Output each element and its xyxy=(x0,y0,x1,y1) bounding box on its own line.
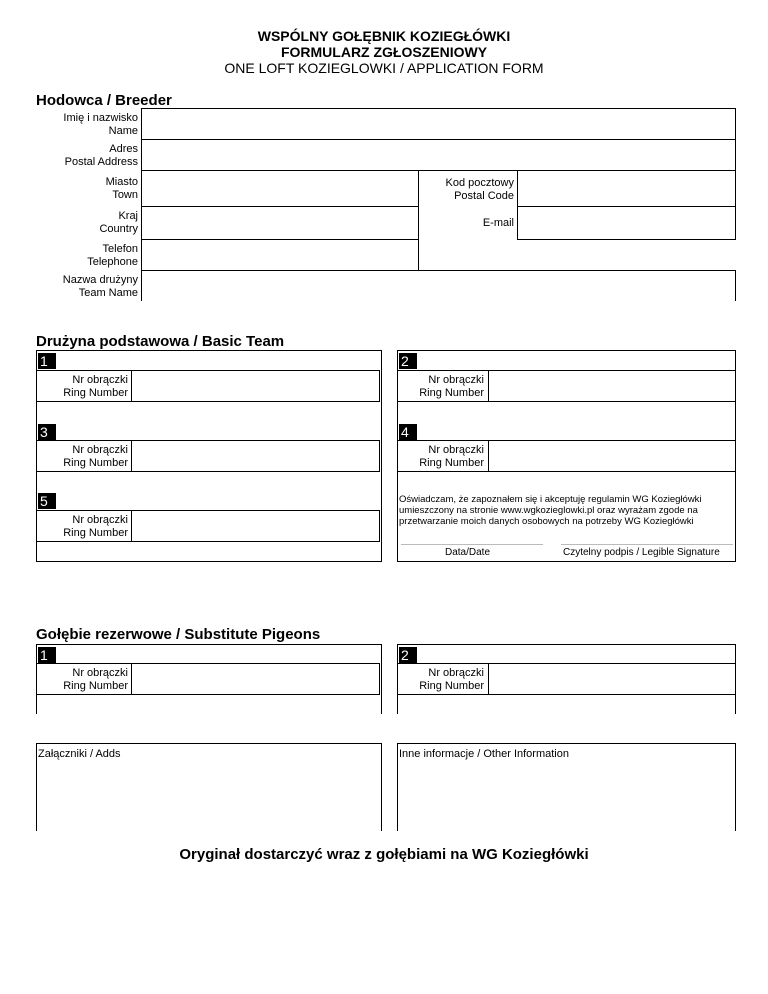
field-divider xyxy=(131,370,132,402)
name-label: Imię i nazwisko Name xyxy=(63,112,138,137)
ring-number-field[interactable] xyxy=(397,440,736,472)
attachments-label: Załączniki / Adds xyxy=(38,748,121,760)
other-info-label: Inne informacje / Other Information xyxy=(399,748,569,760)
declaration-text: Oświadczam, że zapoznałem się i akceptuję regulamin WG Koziegłówki umieszczony na stronie www.wgkozieglowki.pl oraz wyrażam zgode na przetwarzanie moich danych osobowych na potrzeby WG Koziegłówki xyxy=(399,494,702,527)
country-label: Kraj Country xyxy=(99,210,138,235)
basic-team-heading: Drużyna podstawowa / Basic Team xyxy=(36,333,285,350)
substitute-heading: Gołębie rezerwowe / Substitute Pigeons xyxy=(36,626,321,643)
field-divider xyxy=(488,663,489,695)
postal-code-label: Kod pocztowy Postal Code xyxy=(445,177,514,202)
email-label: E-mail xyxy=(482,217,514,229)
date-line xyxy=(401,544,543,545)
town-label: Miasto Town xyxy=(105,176,138,201)
ring-number-label: Nr obrączki Ring Number xyxy=(63,374,128,399)
ring-number-field[interactable] xyxy=(36,370,380,402)
ring-number-field[interactable] xyxy=(36,510,380,542)
substitute-ring-number-field[interactable] xyxy=(36,663,380,695)
field-divider xyxy=(131,440,132,472)
ring-number-label: Nr obrączki Ring Number xyxy=(63,444,128,469)
breeder-heading: Hodowca / Breeder xyxy=(36,92,172,109)
form-title-english: ONE LOFT KOZIEGLOWKI / APPLICATION FORM xyxy=(224,60,544,76)
ring-number-label: Nr obrączki Ring Number xyxy=(419,444,484,469)
ring-number-label: Nr obrączki Ring Number xyxy=(419,374,484,399)
town-field[interactable] xyxy=(141,170,419,207)
field-divider xyxy=(131,663,132,695)
address-field[interactable] xyxy=(141,139,736,171)
signature-line xyxy=(561,544,733,545)
ring-number-field[interactable] xyxy=(397,370,736,402)
field-divider xyxy=(488,440,489,472)
email-field[interactable] xyxy=(517,206,736,240)
footer-instruction: Oryginał dostarczyć wraz z gołębiami na WG Koziegłówki xyxy=(179,846,589,863)
postal-code-field[interactable] xyxy=(517,170,736,207)
name-field[interactable] xyxy=(141,108,736,140)
field-divider xyxy=(131,510,132,542)
form-title-polish: WSPÓLNY GOŁĘBNIK KOZIEGŁÓWKI xyxy=(257,28,511,44)
ring-number-label: Nr obrączki Ring Number xyxy=(63,667,128,692)
ring-number-label: Nr obrączki Ring Number xyxy=(419,667,484,692)
substitute-number-badge: 1 xyxy=(38,647,56,663)
field-divider xyxy=(488,370,489,402)
phone-label: Telefon Telephone xyxy=(87,243,138,268)
pigeon-number-badge: 4 xyxy=(399,424,417,440)
country-field[interactable] xyxy=(141,206,419,240)
pigeon-number-badge: 3 xyxy=(38,424,56,440)
team-name-field[interactable] xyxy=(141,270,736,301)
address-label: Adres Postal Address xyxy=(64,143,138,168)
form-subtitle-polish: FORMULARZ ZGŁOSZENIOWY xyxy=(280,44,488,60)
signature-label: Czytelny podpis / Legible Signature xyxy=(563,547,720,558)
substitute-number-badge: 2 xyxy=(399,647,417,663)
phone-field[interactable] xyxy=(141,239,419,271)
ring-number-field[interactable] xyxy=(36,440,380,472)
pigeon-number-badge: 1 xyxy=(38,353,56,369)
team-name-label: Nazwa drużyny Team Name xyxy=(62,274,138,299)
pigeon-number-badge: 5 xyxy=(38,493,56,509)
pigeon-number-badge: 2 xyxy=(399,353,417,369)
substitute-ring-number-field[interactable] xyxy=(397,663,736,695)
ring-number-label: Nr obrączki Ring Number xyxy=(63,514,128,539)
date-label: Data/Date xyxy=(445,547,491,558)
